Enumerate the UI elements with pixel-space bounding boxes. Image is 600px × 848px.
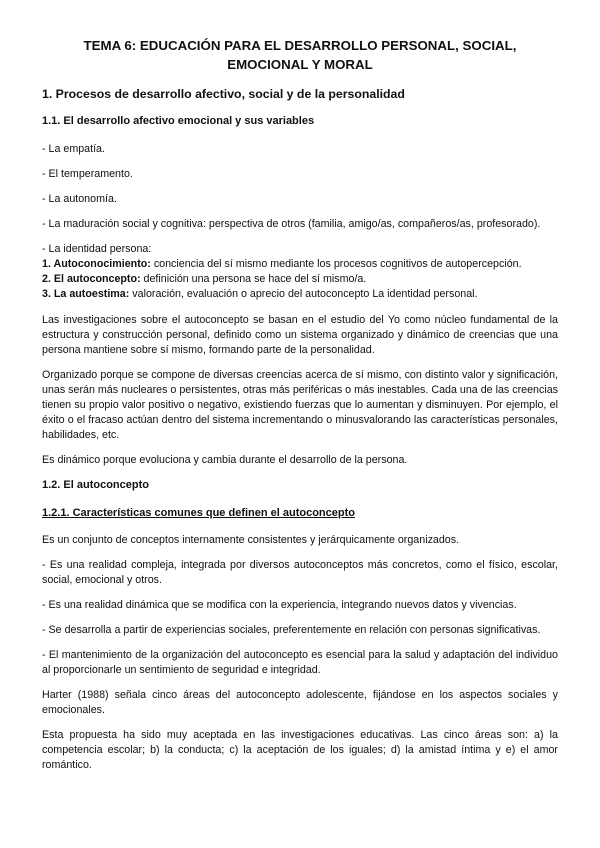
title-line-1: TEMA 6: EDUCACIÓN PARA EL DESARROLLO PERSONAL, SOCIAL, [83, 38, 517, 53]
list-item-empatia: - La empatía. [42, 143, 105, 155]
title-line-2: EMOCIONAL Y MORAL [227, 57, 373, 72]
list-item-temperamento: - El temperamento. [42, 168, 133, 180]
term-autoconocimiento: 1. Autoconocimiento: [42, 258, 151, 270]
paragraph-investigaciones: Las investigaciones sobre el autoconcepto se basan en el estudio del Yo como núcleo fundamental de la estructura y construcción personal, definido como un sistema organizado y dinámico de creencias que una persona mantiene sobre sí mismo, formando parte de la personalidad. [42, 314, 558, 356]
section-1-1-heading: 1.1. El desarrollo afectivo emocional y sus variables [42, 115, 315, 127]
term-autoestima: 3. La autoestima: [42, 288, 130, 300]
paragraph-compleja: - Es una realidad compleja, integrada por diversos autoconceptos más concretos, como el físico, escolar, social, emocional y otros. [42, 559, 558, 586]
list-item-identidad: - La identidad persona: [42, 243, 152, 255]
section-1-2-1-heading: 1.2.1. Características comunes que definen el autoconcepto [42, 507, 355, 519]
def-autoconcepto: definición una persona se hace del sí mismo/a. [140, 273, 367, 285]
def-autoconocimiento: conciencia del sí mismo mediante los procesos cognitivos de autopercepción. [150, 258, 522, 270]
paragraph-conjunto: Es un conjunto de conceptos internamente consistentes y jerárquicamente organizados. [42, 534, 460, 546]
list-item-maduracion: - La maduración social y cognitiva: perspectiva de otros (familia, amigo/as, compañeros/as, profesorado). [42, 218, 541, 230]
paragraph-mantenimiento: - El mantenimiento de la organización del autoconcepto es esencial para la salud y adaptación del individuo al proporcionarle un sentimiento de seguridad e integridad. [42, 649, 558, 676]
paragraph-harter: Harter (1988) señala cinco áreas del autoconcepto adolescente, fijándose en los aspectos sociales y emocionales. [42, 689, 558, 716]
numbered-item-autoestima [42, 287, 558, 302]
paragraph-realidad-dinamica: - Es una realidad dinámica que se modifica con la experiencia, integrando nuevos datos y vivencias. [42, 599, 517, 611]
document-title [42, 36, 558, 74]
paragraph-dinamico: Es dinámico porque evoluciona y cambia durante el desarrollo de la persona. [42, 454, 408, 466]
list-item-autonomia: - La autonomía. [42, 193, 117, 205]
numbered-item-autoconcepto [42, 272, 558, 287]
section-1-heading: 1. Procesos de desarrollo afectivo, social y de la personalidad [42, 87, 405, 101]
numbered-item-autoconocimiento [42, 257, 558, 272]
paragraph-experiencias-sociales: - Se desarrolla a partir de experiencias sociales, preferentemente en relación con personas significativas. [42, 624, 541, 636]
paragraph-organizado: Organizado porque se compone de diversas creencias acerca de sí mismo, con distinto valor y significación, unas serán más nucleares o persistentes, otras más periféricas o más inestables. Cada una de las creencias tienen su propio valor positivo o negativo, existiendo fuerzas que lo aumentan y disminuyen. Por ejemplo, el éxito o el fracaso actúan dentro del sistema incrementando o minusvalorando las características personales, habilidades, etc. [42, 369, 558, 441]
paragraph-propuesta: Esta propuesta ha sido muy aceptada en las investigaciones educativas. Las cinco áreas son: a) la competencia escolar; b) la conducta; c) la aceptación de los iguales; d) la amistad íntima y e) el amor romántico. [42, 729, 558, 771]
section-1-2-heading: 1.2. El autoconcepto [42, 479, 149, 491]
term-autoconcepto: 2. El autoconcepto: [42, 273, 141, 285]
def-autoestima: valoración, evaluación o aprecio del autoconcepto La identidad personal. [129, 288, 478, 300]
